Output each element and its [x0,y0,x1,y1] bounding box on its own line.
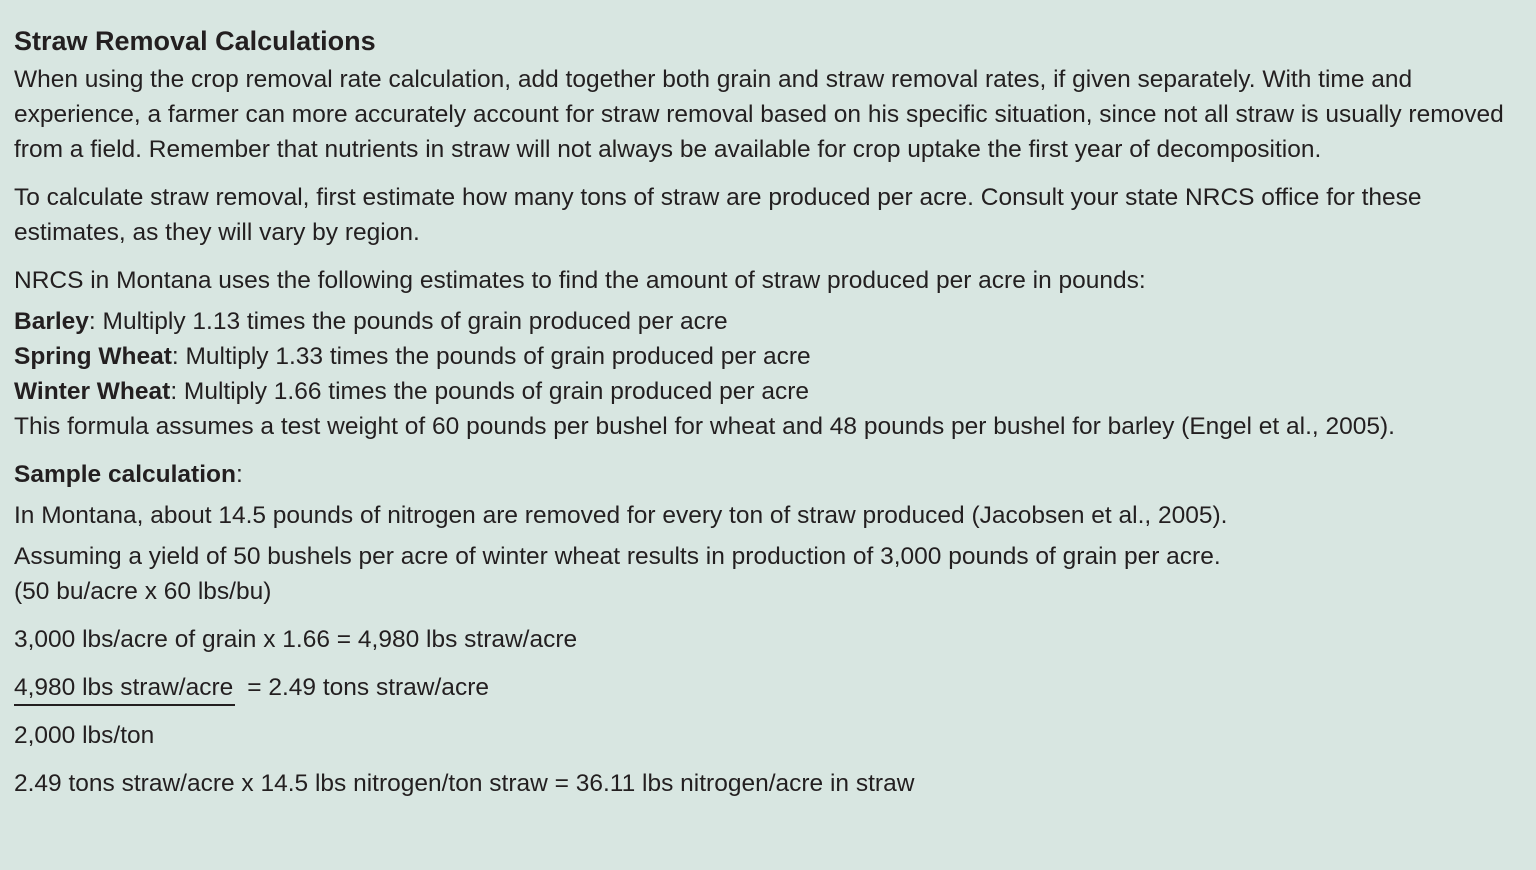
estimate-barley [14,304,1522,339]
estimate-winter-wheat [14,374,1522,409]
estimate-label: Barley [14,308,89,335]
sample-heading [14,457,1522,492]
calc-straw-pounds: 3,000 lbs/acre of grain x 1.66 = 4,980 lbs straw/acre [14,626,578,653]
estimate-paragraph: To calculate straw removal, first estimate how many tons of straw are produced per acre. Consult your state NRCS office for these estimates, as they will vary by region. [14,184,1422,246]
intro-paragraph: When using the crop removal rate calculation, add together both grain and straw removal rates, if given separately. With time and experience, a farmer can more accurately account for straw removal based on his specific situation, since not all straw is usually removed from a field. Remember that nutrients in straw will not always be available for crop uptake the first year of decomposition. [14,66,1504,163]
estimate-text: : Multiply 1.13 times the pounds of grain produced per acre [88,308,728,335]
estimate-label: Spring Wheat [14,343,172,370]
estimate-text: : Multiply 1.66 times the pounds of grain produced per acre [170,378,810,405]
estimate-text: : Multiply 1.33 times the pounds of grain produced per acre [171,343,811,370]
section-title: Straw Removal Calculations [14,26,376,56]
formula-note: This formula assumes a test weight of 60 pounds per bushel for wheat and 48 pounds per bushel for barley (Engel et al., 2005). [14,413,1395,440]
sample-line-yield-formula: (50 bu/acre x 60 lbs/bu) [14,578,272,605]
sample-heading-suffix: : [235,461,243,488]
calc-nitrogen-total: 2.49 tons straw/acre x 14.5 lbs nitrogen/ton straw = 36.11 lbs nitrogen/acre in straw [14,770,915,797]
fraction-numerator: 4,980 lbs straw/acre [14,671,235,706]
nrcs-paragraph: NRCS in Montana uses the following estimates to find the amount of straw produced per acre in pounds: [14,267,1146,294]
sample-line-nitrogen: In Montana, about 14.5 pounds of nitrogen are removed for every ton of straw produced (Jacobsen et al., 2005). [14,502,1228,529]
estimate-label: Winter Wheat [14,378,171,405]
calc-fraction [14,670,1522,718]
sample-line-yield: Assuming a yield of 50 bushels per acre of winter wheat results in production of 3,000 pounds of grain per acre. [14,543,1221,570]
sample-heading-label: Sample calculation [14,461,236,488]
fraction-denominator: 2,000 lbs/ton [14,722,155,749]
estimate-spring-wheat [14,339,1522,374]
fraction-result: = 2.49 tons straw/acre [247,674,489,701]
